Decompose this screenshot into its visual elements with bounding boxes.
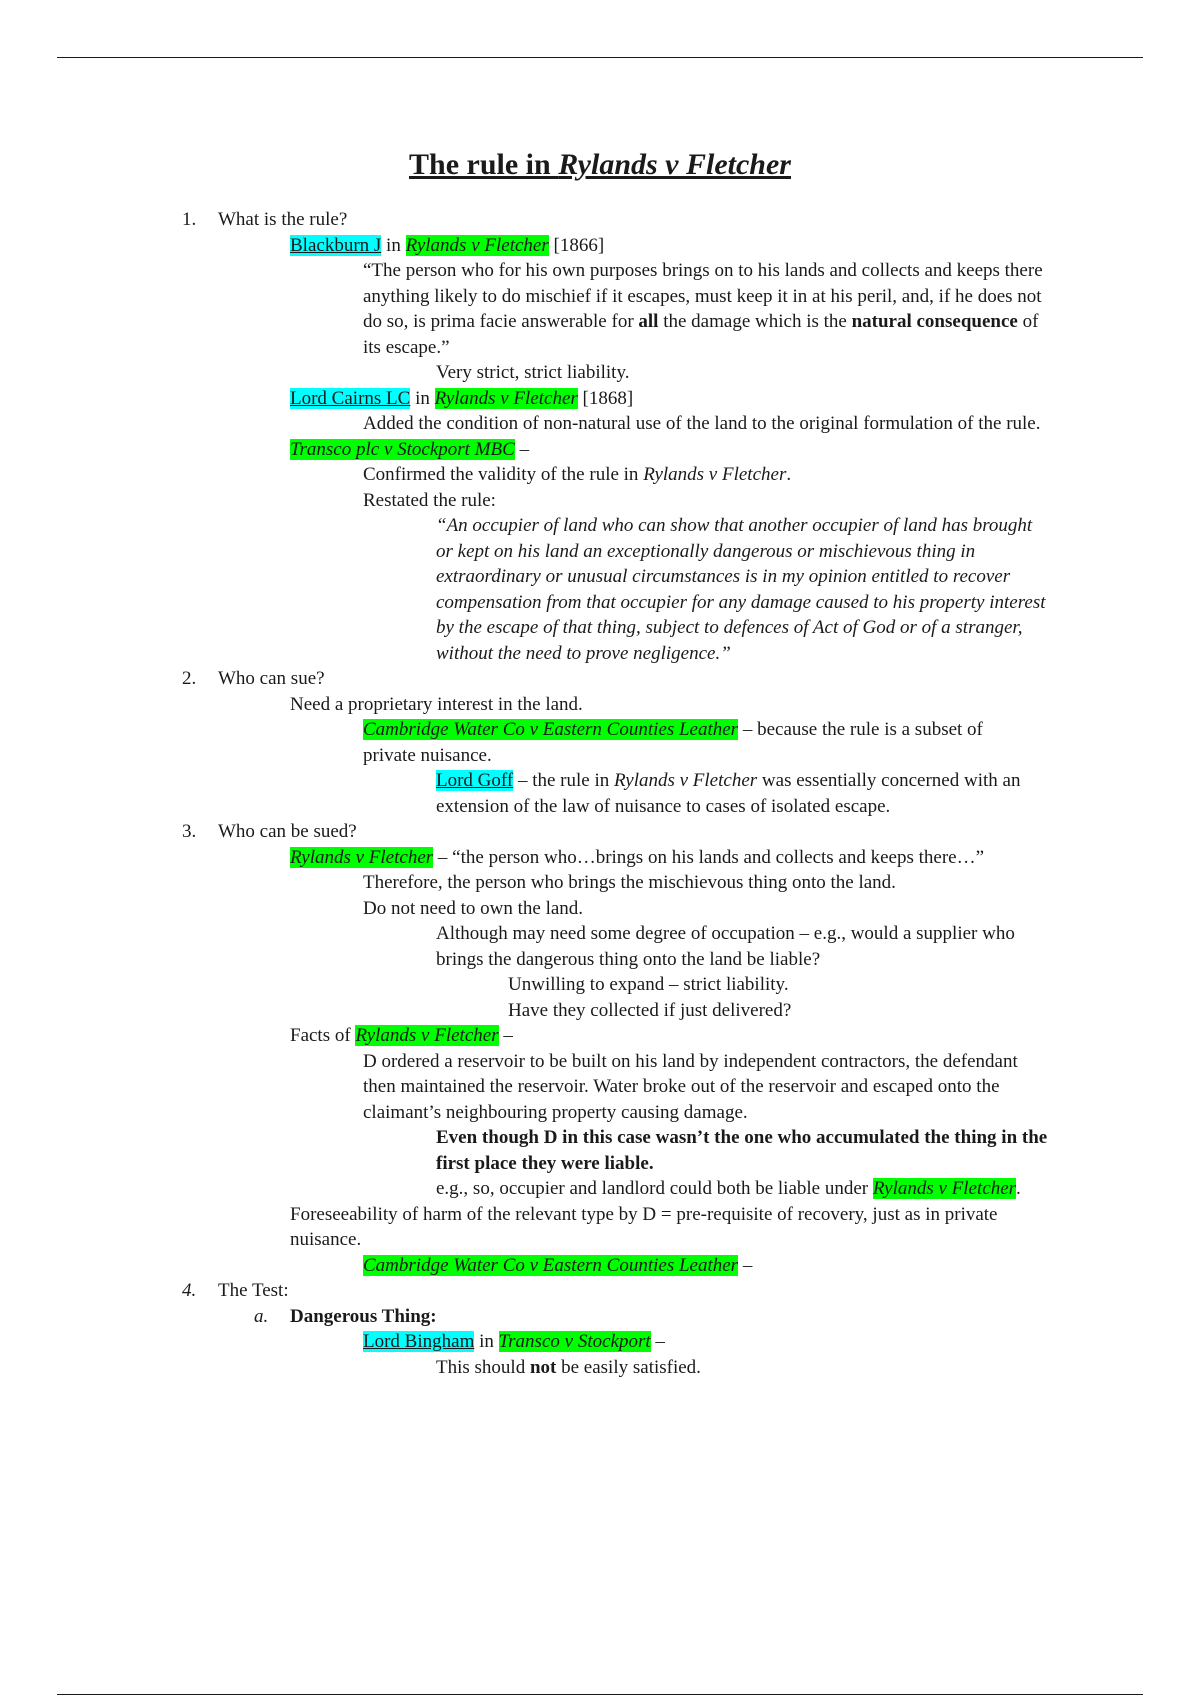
case-line: Cambridge Water Co v Eastern Counties Leather – — [363, 1254, 753, 1276]
case-line: Lord Bingham in Transco v Stockport – — [363, 1331, 665, 1352]
case-line: Transco plc v Stockport MBC – — [290, 438, 530, 460]
list-number: 1. — [182, 209, 197, 230]
case-highlight: Transco v Stockport — [498, 1331, 651, 1352]
case-line: Cambridge Water Co v Eastern Counties Leather – because the rule is a subset of private nuisance. — [363, 719, 983, 766]
facts-paragraph: D ordered a reservoir to be built on his land by independent contractors, the defendant then maintained the reservoir. Water broke out of the reservoir and escaped onto the claimant’s neighbouring property causing damage. — [363, 1050, 1018, 1123]
case-highlight: Rylands v Fletcher — [290, 846, 434, 868]
list-item: 2. Who can sue? — [218, 666, 1200, 692]
document-body — [0, 207, 1200, 1380]
note-line: Restated the rule: — [363, 489, 496, 511]
case-highlight: Cambridge Water Co v Eastern Counties Leather — [363, 719, 739, 740]
note-paragraph: Foreseeability of harm of the relevant type by D = pre-requisite of recovery, just as in private nuisance. — [290, 1203, 998, 1250]
list-item: 3. Who can be sued? — [218, 819, 1200, 845]
note-paragraph: Added the condition of non-natural use of the land to the original formulation of the rule. — [363, 413, 1041, 434]
page-title: The rule in Rylands v Fletcher — [409, 148, 791, 181]
note-line: Need a proprietary interest in the land. — [290, 693, 583, 715]
note-line: Therefore, the person who brings the mischievous thing onto the land. — [363, 872, 896, 893]
bottom-rule — [57, 1694, 1143, 1695]
list-number: 4. — [182, 1280, 197, 1301]
note-line: This should not be easily satisfied. — [436, 1356, 701, 1378]
case-highlight: Cambridge Water Co v Eastern Counties Leather — [363, 1254, 739, 1276]
note-paragraph: Although may need some degree of occupation – e.g., would a supplier who brings the dangerous thing onto the land be liable? — [436, 923, 1015, 970]
judge-highlight: Blackburn J — [290, 234, 382, 256]
case-highlight: Rylands v Fletcher — [355, 1025, 499, 1046]
note-line: Confirmed the validity of the rule in Rylands v Fletcher. — [363, 464, 792, 485]
list-number: 2. — [182, 668, 197, 689]
quote-paragraph: “The person who for his own purposes brings on to his lands and collects and keeps there anything likely to do mischief if it escapes, must keep it in at his peril, and, if he does not do so, is prima facie answerable for all the damage which is the natural consequence of its escape.” — [363, 260, 1043, 358]
note-line: Very strict, strict liability. — [436, 362, 630, 383]
case-line: Lord Cairns LC in Rylands v Fletcher [1868] — [290, 387, 634, 409]
case-line: Facts of Rylands v Fletcher – — [290, 1025, 513, 1046]
top-rule — [57, 57, 1143, 58]
case-highlight: Rylands v Fletcher — [434, 387, 578, 409]
judge-highlight: Lord Bingham — [363, 1331, 475, 1352]
list-item: 4. The Test: — [218, 1278, 1200, 1304]
list-number: a. — [254, 1305, 269, 1327]
case-highlight: Rylands v Fletcher — [405, 234, 549, 256]
quote-paragraph: “An occupier of land who can show that another occupier of land has brought or kept on his land an exceptionally dangerous or mischievous thing in extraordinary or unusual circumstances is in my opinion entitled to recover compensation from that occupier for any damage caused to his property interest by the escape of that thing, subject to defences of Act of God or of a stranger, without the need to prove negligence.” — [436, 515, 1046, 664]
judge-highlight: Lord Goff — [436, 770, 514, 791]
emphasis-paragraph: Even though D in this case wasn’t the one who accumulated the thing in the first place they were liable. — [436, 1127, 1048, 1174]
note-line: Do not need to own the land. — [363, 897, 584, 919]
case-line: Rylands v Fletcher – “the person who…brings on his lands and collects and keeps there…” — [290, 846, 985, 868]
note-line: Have they collected if just delivered? — [508, 999, 792, 1021]
case-highlight: Transco plc v Stockport MBC — [290, 438, 515, 460]
sub-heading: a. Dangerous Thing: — [290, 1304, 1200, 1330]
case-line: Blackburn J in Rylands v Fletcher [1866] — [290, 234, 605, 256]
case-line: e.g., so, occupier and landlord could both be liable under Rylands v Fletcher. — [436, 1178, 1021, 1199]
case-highlight: Rylands v Fletcher — [872, 1178, 1017, 1199]
judge-highlight: Lord Cairns LC — [290, 387, 411, 409]
case-line: Lord Goff – the rule in Rylands v Fletcher was essentially concerned with an extension of the law of nuisance to cases of isolated escape. — [436, 770, 1021, 817]
list-number: 3. — [182, 821, 197, 842]
note-line: Unwilling to expand – strict liability. — [508, 974, 789, 995]
list-item: 1. What is the rule? — [218, 207, 1200, 233]
